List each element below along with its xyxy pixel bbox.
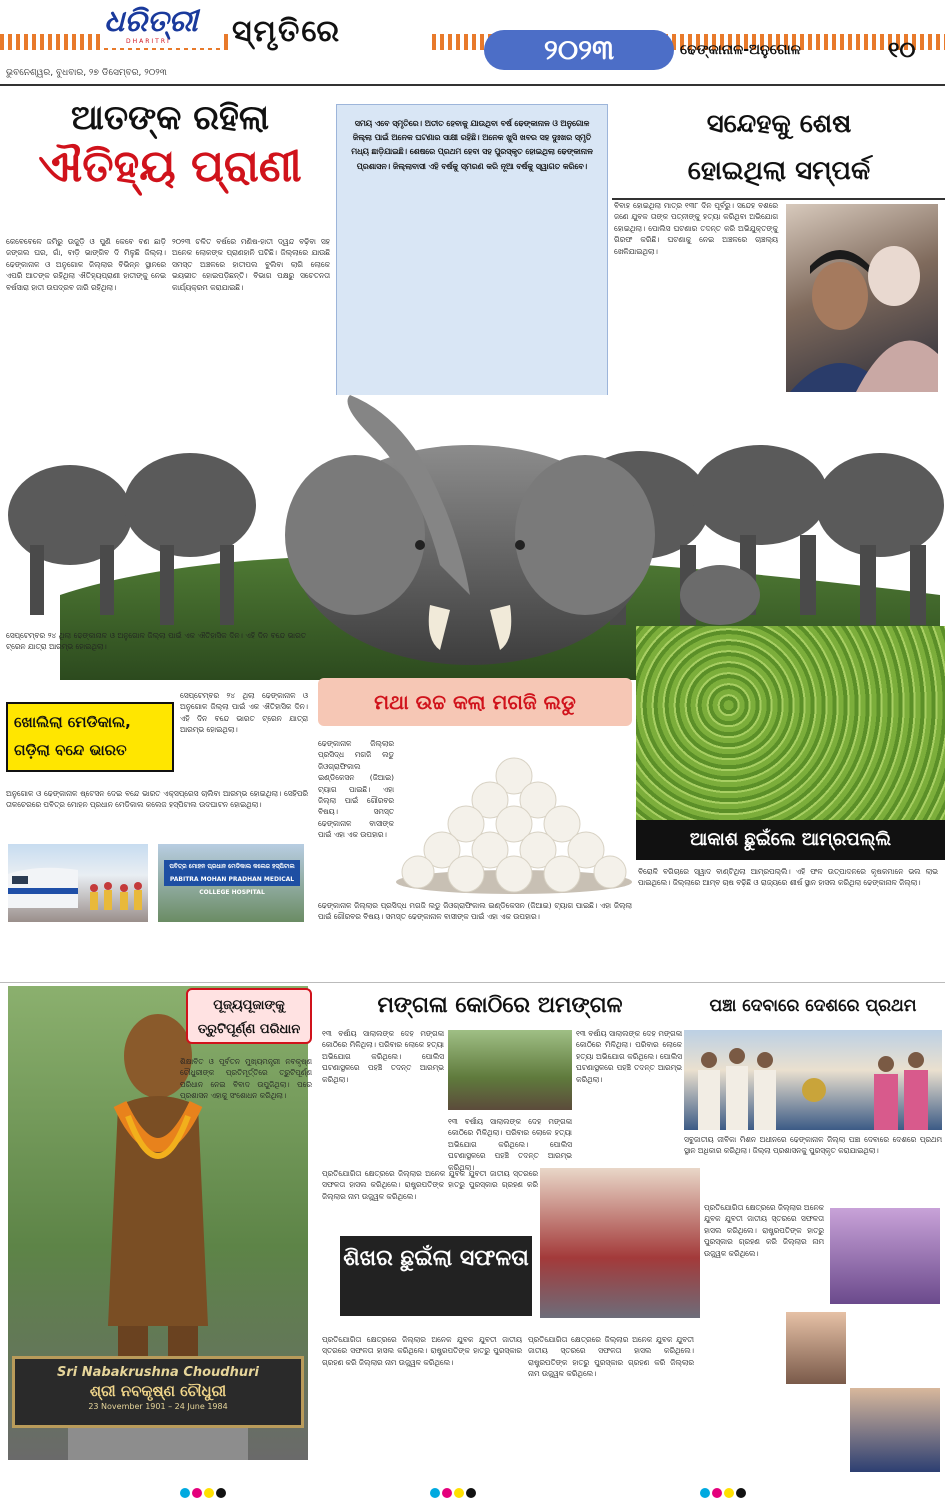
story-mangala-col3: ୧୩ ବର୍ଷୀୟ ସାଲାଲଙ୍କ ଦେହ ମଙ୍ଗଳା କୋଠିରେ ମିଳିଥିଲା। ପରିବାର ଲୋକେ ହତ୍ୟା ଅଭିଯୋଗ କରିଥିଲେ। ପୋଲିସ ଘଟଣାସ୍ଥଳରେ ପହଞ୍ଚି ତଦନ୍ତ ଆରମ୍ଭ କରିଥିଲା।: [576, 1029, 682, 1084]
story-elephant-col1: କେବେବେଳେ ଜମିରୁ ଉଜୁଡ଼ି ଓ ପୁଣି କେବେ ବଣ ଛାଡ଼ି ଜଙ୍ଗଲ ଘର, ଗାଁ, ବାଡ଼ି ଭାଙ୍ଗିବ ଦି ମିଳୁଛି ଜିଲ୍ଲା। ଢେଙ୍କାନାଳ ଓ ଅନୁଗୋଳ ଜିଲ୍ଲାର ବିଭିନ୍ନ ସ୍ଥାନରେ ଏପରି ଆତଙ୍କ ରହିଥିଲା ଐତିହ୍ୟପ୍ରାଣୀ ହାତୀଙ୍କୁ ନେଇ ବର୍ଷସାରା ହାତୀ ଉପଦ୍ରବ ଜାରି ରହିଥିଲା।: [6, 237, 166, 292]
story-laddu-body: ଢେଙ୍କାନାଳ ଜିଲ୍ଲାର ପ୍ରସିଦ୍ଧ ମଗଜି ଲଡୁ ଜିଓଗ୍ରାଫିକାଲ ଇଣ୍ଡିକେସନ (ଜିଆଇ) ଟ୍ୟାଗ ପାଇଛି। ଏହା ଜିଲ୍ଲା ପାଇଁ ଗୌରବର ବିଷୟ। ସମସ୍ତ ଢେଙ୍କାନାଳ ବାସୀଙ୍କ ପାଇଁ ଏହା ଏକ ଉପହାର।: [318, 901, 632, 922]
masthead-rule: [0, 84, 945, 86]
train-illustration: [8, 844, 148, 922]
logo-subtext: DHARITRI: [126, 38, 171, 45]
story-mangala-col2: ୧୩ ବର୍ଷୀୟ ସାଲାଲଙ୍କ ଦେହ ମଙ୍ଗଳା କୋଠିରେ ମିଳିଥିଲା। ପରିବାର ଲୋକେ ହତ୍ୟା ଅଭିଯୋଗ କରିଥିଲେ। ପୋଲିସ ଘଟଣାସ୍ଥଳରେ ପହଞ୍ଚି ତଦନ୍ତ ଆରମ୍ଭ କରିଥିଲା।: [448, 1117, 572, 1172]
story-success-col3: ପ୍ରତିଯୋଗିତା କ୍ଷେତ୍ରରେ ଜିଲ୍ଲାର ଅନେକ ଯୁବକ ଯୁବତୀ ଜାତୀୟ ସ୍ତରରେ ସଫଳତା ହାସଲ କରିଥିଲେ। ରାଷ୍ଟ୍ରପତିଙ୍କ ହାତରୁ ପୁରସ୍କାର ଗ୍ରହଣ କରି ଜିଲ୍ଲାର ନାମ ଉଜ୍ଜ୍ୱଳ କରିଥିଲେ।: [704, 1203, 825, 1258]
story-success-col2: ପ୍ରତିଯୋଗିତା କ୍ଷେତ୍ରରେ ଜିଲ୍ଲାର ଅନେକ ଯୁବକ ଯୁବତୀ ଜାତୀୟ ସ୍ତରରେ ସଫଳତା ହାସଲ କରିଥିଲେ। ରାଷ୍ଟ୍ରପତିଙ୍କ ହାତରୁ ପୁରସ୍କାର ଗ୍ରହଣ କରି ଜିଲ୍ଲାର ନାମ ଉଜ୍ଜ୍ୱଳ କରିଥିଲେ।: [528, 1335, 694, 1379]
headline-line1: ସନ୍ଦେହକୁ ଶେଷ: [706, 109, 852, 139]
story-mango-title: ଆକାଶ ଛୁଇଁଲେ ଆମ୍ରପଲ୍ଲି: [636, 820, 945, 860]
dateline: ଭୁବନେଶ୍ୱର, ବୁଧବାର, ୨୭ ଡିସେମ୍ବର, ୨୦୨୩: [6, 68, 167, 78]
section-tag: [232, 8, 432, 56]
award-photo-figure: [684, 1030, 942, 1130]
couple-photo: [786, 204, 938, 392]
laddu-illustration: [394, 754, 634, 894]
intro-box: [336, 104, 608, 402]
story-medical-body: ଅନୁଗୋଳ ଓ ଢେଙ୍କାନାଳ ଷ୍ଟେସନ ଦେଇ ବନ୍ଦେ ଭାରତ ଏକ୍ସପ୍ରେସ ଚାଲିବା ଆରମ୍ଭ ହୋଇଥିଲା। ସେହିପରି ତାଳଚେରରେ ପବିତ୍ର ମୋହନ ପ୍ରଧାନ ମେଡିକାଲ କଲେଜ ହସ୍ପିଟାଲ ଉଦଘାଟନ ହୋଇଥିଲା।: [6, 789, 308, 810]
logo-text: ଧରିତ୍ରୀ: [104, 4, 198, 39]
story-panchayat-body: ସବୁଜାତୀୟ ଜୀବିକା ମିଶନ ଅଧୀନରେ ଢେଙ୍କାନାଳ ଜିଲ୍ଲା ପଞ୍ଚା ଦେବାରେ ଦେଶରେ ପ୍ରଥମ ସ୍ଥାନ ଅଧିକାର କରିଥିଲା। ଜିଲ୍ଲା ପ୍ରଶାସନକୁ ପୁରସ୍କୃତ କରାଯାଇଥିଲା।: [684, 1135, 942, 1156]
color-dots: [180, 1482, 228, 1501]
year-pill: ୨୦୨୩: [484, 30, 674, 70]
section-tag-text: ସ୍ମୃତିରେ: [232, 14, 342, 49]
logo: [104, 6, 222, 48]
story-suspicion-body: ବିବାହ ହୋଇଥିଲା ମାତ୍ର ୧୩୮ ଦିନ ପୂର୍ବରୁ। ସନ୍ଦେହ ବଶରେ ଜଣେ ଯୁବକ ତାଙ୍କ ପତ୍ନୀଙ୍କୁ ହତ୍ୟା କରିଥିବା ଅଭିଯୋଗ ହୋଇଥିଲା। ପୋଲିସ ଘଟଣାର ତଦନ୍ତ କରି ଅଭିଯୁକ୍ତଙ୍କୁ ଗିରଫ କରିଛି। ଘଟଣାକୁ ନେଇ ଅଞ୍ଚଳରେ ଚାଞ୍ଚଲ୍ୟ ଖେଳିଯାଇଥିଲା।: [614, 201, 778, 256]
print-registration-marks: [0, 1480, 945, 1497]
plaque-name-en: Sri Nabakrushna Choudhuri: [56, 1365, 259, 1380]
hospital-sign-en: PABITRA MOHAN PRADHAN MEDICAL COLLEGE HOSPITAL: [169, 876, 295, 896]
story-suspicion-headline: [614, 100, 944, 194]
plaque-dates: 23 November 1901 – 24 June 1984: [88, 1402, 228, 1411]
story-mango-body: ବିରୋଳି ବଗିଚାରେ ସ୍ୱାଦ ବାଣ୍ଟିଥିଲା ଆମ୍ରପଲ୍ଲି। ଏହି ଫଳ ଉତ୍ପାଦନରେ କୃଷକମାନେ ଭଲ ଲାଭ ପାଇଥିଲେ। ଜିଲ୍ଲାରେ ଆମ୍ବ ଚାଷ ବଢ଼ିଛି ଓ ରାଜ୍ୟରେ ଶୀର୍ଷ ସ୍ଥାନ ହାସଲ କରିଥିଲା ଢେଙ୍କାନାଳ ଜିଲ୍ଲା।: [638, 867, 938, 888]
achiever-photo-3: [850, 1388, 940, 1472]
section-separator: [0, 982, 945, 983]
masthead: [0, 0, 945, 92]
story-success-title: ଶିଖର ଛୁଇଁଲା ସଫଳତା: [340, 1236, 532, 1316]
headline-line2: ଐତିହ୍ୟ ପ୍ରାଣୀ: [38, 141, 302, 192]
hospital-sign: [164, 860, 300, 896]
mangala-photo: [448, 1030, 572, 1110]
story-medical-banner: ଖୋଲିଲା ମେଡିକାଲ, ଗଡ଼ିଲା ବନ୍ଦେ ଭାରତ: [6, 702, 174, 772]
statue-plaque: [12, 1356, 304, 1428]
headline-line1: ଆତଙ୍କ ରହିଲା: [70, 98, 270, 138]
story-medical-intro: ସେପ୍ଟେମ୍ବର ୨୪ ଥିଲା ଢେଙ୍କାନାଳ ଓ ଅନୁଗୋଳ ଜିଲ୍ଲା ପାଇଁ ଏକ ଐତିହାସିକ ଦିନ। ଏହି ଦିନ ବନ୍ଦେ ଭାରତ ଟ୍ରେନ ଯାତ୍ରା ଆରମ୍ଭ ହୋଇଥିଲା।: [6, 631, 306, 652]
page-number: ୧୦: [888, 38, 916, 63]
story-mangala-col1: ୧୩ ବର୍ଷୀୟ ସାଲାଲଙ୍କ ଦେହ ମଙ୍ଗଳା କୋଠିରେ ମିଳିଥିଲା। ପରିବାର ଲୋକେ ହତ୍ୟା ଅଭିଯୋଗ କରିଥିଲେ। ପୋଲିସ ଘଟଣାସ୍ଥଳରେ ପହଞ୍ଚି ତଦନ୍ତ ଆରମ୍ଭ କରିଥିଲା।: [322, 1029, 444, 1084]
story-elephant-headline: [10, 96, 330, 194]
award-photo: [684, 1030, 942, 1130]
story-success-col1: ପ୍ରତିଯୋଗିତା କ୍ଷେତ୍ରରେ ଜିଲ୍ଲାର ଅନେକ ଯୁବକ ଯୁବତୀ ଜାତୀୟ ସ୍ତରରେ ସଫଳତା ହାସଲ କରିଥିଲେ। ରାଷ୍ଟ୍ରପତିଙ୍କ ହାତରୁ ପୁରସ୍କାର ଗ୍ରହଣ କରି ଜିଲ୍ଲାର ନାମ ଉଜ୍ଜ୍ୱଳ କରିଥିଲେ।: [322, 1335, 522, 1367]
edition-name: ଢେଙ୍କାନାଳ-ଅନୁଗୋଳ: [680, 42, 801, 58]
color-dots-right: [700, 1482, 748, 1501]
story-panchayat-title: ପଞ୍ଚା ଦେବାରେ ଦେଶରେ ପ୍ରଥମ: [709, 996, 917, 1016]
story-laddu-body-left: ଢେଙ୍କାନାଳ ଜିଲ୍ଲାର ପ୍ରସିଦ୍ଧ ମଗଜି ଲଡୁ ଜିଓଗ୍ରାଫିକାଲ ଇଣ୍ଡିକେସନ (ଜିଆଇ) ଟ୍ୟାଗ ପାଇଛି। ଏହା ଜିଲ୍ଲା ପାଇଁ ଗୌରବର ବିଷୟ। ସମସ୍ତ ଢେଙ୍କାନାଳ ବାସୀଙ୍କ ପାଇଁ ଏହା ଏକ ଉପହାର।: [318, 739, 394, 840]
color-dots-center: [430, 1482, 478, 1501]
story-elephant-col2: ୨୦୨୩ ଚଳିତ ବର୍ଷରେ ମଣିଷ-ହାତୀ ଦ୍ୱନ୍ଦ ବଢ଼ିବା ସହ ଅନେକ ଲୋକଙ୍କ ପ୍ରାଣହାନି ଘଟିଛି। ଜିଲ୍ଲାରେ ଯାଉଛି ସମସ୍ତ ଅଞ୍ଚଳରେ ହାତୀପଲ ବୁଲିବା ଲାଗି ଲୋକେ ଭୟଭୀତ ହୋଇପଡ଼ିଛନ୍ତି। ବିଭାଗ ପକ୍ଷରୁ ସଚେତନତା କାର୍ଯ୍ୟକ୍ରମ କରାଯାଇଛି।: [172, 237, 330, 292]
couple-photo-figure: [786, 204, 938, 392]
headline-line2: ହୋଇଥିଲା ସମ୍ପର୍କ: [687, 156, 871, 186]
achiever-photo-2: [786, 1312, 846, 1384]
vande-bharat-photo: [8, 844, 148, 922]
intro-text: ସମୟ ଏବେ ସ୍ମୃତିରେ। ଅତୀତ ହେବାକୁ ଯାଉଥିବା ବର୍ଷ ଢେଙ୍କାନାଳ ଓ ଅନୁଗୋଳ ଜିଲ୍ଲା ପାଇଁ ଅନେକ ଘଟଣାର ସାକ୍ଷୀ ରହିଛି। ଅନେକ ଖୁସି ଖବର ସହ ଦୁଃଖର ସ୍ମୃତି ମଧ୍ୟ ଛାଡ଼ିଯାଇଛି। ଶେଷରେ ପ୍ରଥମ ହେବା ସହ ପୁରସ୍କୃତ ହୋଇଥିଲା ଢେଙ୍କାନାଳ ପ୍ରଶାସନ। ଜିଲ୍ଲାବାସୀ ଏହି ବର୍ଷକୁ ସ୍ମରଣ କରି ନୂଆ ବର୍ଷକୁ ସ୍ୱାଗତ କରିବେ।: [351, 119, 593, 171]
plaque-name-odia: ଶ୍ରୀ ନବକୃଷ୍ଣ ଚୌଧୁରୀ: [89, 1382, 227, 1400]
story-statue-body: ଶିକ୍ଷାବିତ ଓ ପୂର୍ବତନ ମୁଖ୍ୟମନ୍ତ୍ରୀ ନବକୃଷ୍ଣ ଚୌଧୁରୀଙ୍କ ପ୍ରତିମୂର୍ତ୍ତିରେ ତ୍ରୁଟିପୂର୍ଣ୍ଣ ପରିଧାନ ନେଇ ବିବାଦ ଉପୁଜିଥିଲା। ପରେ ପ୍ରଶାସନ ଏହାକୁ ସଂଶୋଧନ କରିଥିଲା।: [180, 1057, 312, 1101]
laddu-photo: [394, 754, 634, 894]
story-success-intro: ପ୍ରତିଯୋଗିତା କ୍ଷେତ୍ରରେ ଜିଲ୍ଲାର ଅନେକ ଯୁବକ ଯୁବତୀ ଜାତୀୟ ସ୍ତରରେ ସଫଳତା ହାସଲ କରିଥିଲେ। ରାଷ୍ଟ୍ରପତିଙ୍କ ହାତରୁ ପୁରସ୍କାର ଗ୍ରହଣ କରି ଜିଲ୍ଲାର ନାମ ଉଜ୍ଜ୍ୱଳ କରିଥିଲେ।: [322, 1169, 538, 1201]
success-photo: [540, 1168, 700, 1318]
mango-photo: [636, 626, 945, 824]
story-mangala-title: ମଙ୍ଗଳା କୋଠିରେ ଅମଙ୍ଗଳ: [377, 993, 623, 1018]
hospital-sign-odia: ପବିତ୍ର ମୋହନ ପ୍ରଧାନ ମେଡିକାଲ କଲେଜ ହସ୍ପିଟାଲ: [169, 863, 295, 870]
story-laddu-title: ମଥା ଉଚ୍ଚ କଲା ମଗଜି ଲଡୁ: [318, 678, 632, 726]
story-statue-tag: ପୂଜ୍ୟପୂଜାଙ୍କୁ ତ୍ରୁଟିପୂର୍ଣ୍ଣ ପରିଧାନ: [186, 988, 312, 1044]
story-medical-side: ସେପ୍ଟେମ୍ବର ୨୪ ଥିଲା ଢେଙ୍କାନାଳ ଓ ଅନୁଗୋଳ ଜିଲ୍ଲା ପାଇଁ ଏକ ଐତିହାସିକ ଦିନ। ଏହି ଦିନ ବନ୍ଦେ ଭାରତ ଟ୍ରେନ ଯାତ୍ରା ଆରମ୍ଭ ହୋଇଥିଲା।: [180, 691, 308, 735]
achiever-photo-1: [830, 1208, 940, 1304]
